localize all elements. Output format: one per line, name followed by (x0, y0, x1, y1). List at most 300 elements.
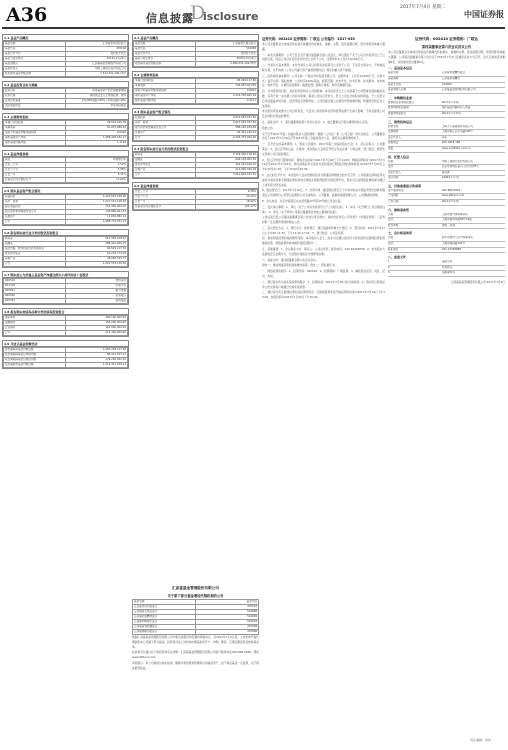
fund-table-title: 1.3 主要财务指标 (3, 114, 128, 120)
table-cell-label: 报告期期间基金总赎回份额 (4, 358, 66, 363)
table-cell-label: 基金合同生效日 (134, 57, 196, 62)
paragraph: 三、通过深交所互联网投票系统投票的程序：互联网投票系统开始投票的时间为2017年7月19日下午15:00，结束时间为2017年7月20日下午15:00。 (262, 290, 385, 300)
table-cell-value: 3,612,054,337.81 (196, 121, 258, 126)
table-cell-label: 601318 (4, 284, 66, 289)
article-heading: 证券代码：002410 证券简称：广联达 公告编号：2017-035 (262, 37, 355, 41)
announcement-table (132, 599, 259, 635)
table-cell-value: 11.64% (66, 178, 128, 183)
key-label: 注册地址 (388, 130, 399, 134)
fund-table-title: 2.5 基金净值表现 (133, 183, 258, 189)
table-cell-label: 过去一年 (4, 173, 66, 178)
table-cell-value: 格力电器 (66, 289, 128, 294)
key-label: 1 (388, 260, 390, 264)
column-2 (132, 34, 259, 579)
table-cell-label: 基金运作方式 (4, 52, 66, 57)
paragraph: 一、网络投票的程序：1、投票代码：362410；2、投票简称：广联投票；3、填报表决意见：同意、反对、弃权。 (262, 269, 385, 279)
table-cell-value: 汇添富优选回报混合 (66, 42, 128, 47)
value-text: 021-23238888 (441, 247, 461, 251)
table-cell-label: 报告期期间基金总申购份额 (4, 353, 66, 358)
key-value-row (388, 200, 505, 206)
fund-table (3, 315, 128, 336)
table-cell-value: 中等风险收益 (66, 104, 128, 109)
paragraph: 附件一：参加网络投票的具体操作流程；附件二：授权委托书。 (262, 263, 338, 268)
table-cell-label: 报告期末基金份额总额 (4, 72, 66, 77)
key-label: 2 (388, 265, 390, 269)
announcement-text (132, 635, 259, 671)
fund-table (133, 78, 258, 104)
group-heading: 六、律师事务所 (388, 207, 410, 212)
group-heading: 八、备查文件 (388, 255, 407, 260)
table-cell-value: 0.0402 (66, 131, 128, 136)
value-text: 易会满 (441, 170, 450, 174)
table-cell-value: 200,100,000.00 (66, 316, 128, 321)
fund-table (133, 152, 258, 178)
table-cell-value: 1,021,553,128.40 (66, 195, 128, 200)
key-label: 基金名称 (388, 71, 399, 75)
paragraph: 本次投资资金来源为公司自有资金，不会对公司的财务状况和经营成果产生重大影响，不存在损害公司及全体股东利益的情形。 (262, 109, 385, 119)
fund-table-title: 1.7 期末按公允价值占基金资产净值比例大小排序的前十名股票 (3, 272, 128, 278)
fund-table-title: 2.3 期末基金资产组合情况 (133, 109, 258, 115)
page-header (0, 0, 508, 26)
table-cell-value: 3,612,054,337.81 (196, 116, 258, 121)
group-heading: 五、其他需要提示的事项 (388, 183, 422, 188)
key-label: 网址 (388, 146, 394, 150)
table-cell-label: 房地产业 (134, 168, 196, 173)
table-cell-value: 国内依法发行上市的股票、债券 (66, 94, 128, 99)
fund-table-title: 2.1 基金产品概况 (133, 35, 258, 41)
fund-table (3, 278, 128, 304)
table-cell-value: 519068 (196, 610, 259, 615)
table-cell-value: 214,505,330.18 (196, 168, 258, 173)
table-cell-label: 基金名称 (133, 600, 196, 605)
key-label: 暂停相关业务的起始日 (388, 100, 414, 104)
key-label: 名称 (388, 212, 394, 216)
paragraph: 4、会议召开的日期和时间：现场会议时间为2017年7月20日下午14:30；网络投票时间为2017年7月19日至2017年7月20日。通过深圳证券交易所交易系统进行网络投票的具体时间为2017年7月20日上午9:30至11:30，下午13:00至15:00。 (262, 157, 385, 172)
table-cell-value: 中国工商银行股份有限公司 (66, 67, 128, 72)
paragraph: 二、会议审议事项：1、审议《关于公司对外投资设立子公司的议案》；2、审议《关于修订公司章程的议案》；3、审议《关于选举公司第四届董事会非独立董事的议案》。 (262, 204, 385, 214)
table-cell-label: 金融业 (134, 158, 196, 163)
value-text: 上海市湖滨路202号 (441, 242, 465, 246)
table-cell-value: 基金代码 (196, 600, 259, 605)
table-cell-value: 188,412,006.15 (66, 242, 128, 247)
table-cell-value: 1,512,341,258.11 (66, 363, 128, 368)
paragraph: 投资者可以通过以下途径咨询有关详情：汇添富基金管理股份有限公司客户服务电话400-888-9918，网址www.99fund.com。 (132, 650, 259, 660)
key-label: 机构名称 (388, 124, 399, 128)
value-text: 普华永道中天会计师事务所 (441, 236, 473, 240)
table-cell-value: 0.0621 (196, 89, 258, 94)
group-heading: 四、托管人信息 (388, 154, 410, 159)
table-cell-value: 沪深300指数×60%＋中债指数×40% (66, 99, 128, 104)
table-cell-value: 4,218,330,665.29 (196, 94, 258, 99)
fund-table-title: 2.4 报告期末按行业分类的股票投资组合 (133, 146, 258, 152)
table-cell-value: 519068 (196, 47, 258, 52)
table-cell-label: 本期已实现收益 (134, 79, 196, 84)
group-heading: 三、销售机构信息 (388, 119, 413, 124)
table-cell-value: 142,886,021.54 (66, 210, 128, 215)
table-cell-value: 9.41% (66, 173, 128, 178)
value-text: 400-1818-188 (441, 141, 461, 145)
table-cell-label: 过去六个月 (4, 168, 66, 173)
fund-table-block (2, 187, 129, 226)
paragraph: 三、会议登记方法：1、登记方式：现场登记、通过信函或传真方式登记；2、登记时间：2017年7月17日上午9:00-11:30，下午13:30-17:00；3、登记地点：公司证券部。 (262, 225, 385, 235)
table-cell-value: 470098 (196, 630, 259, 635)
fund-table-block (2, 229, 129, 268)
key-label: 客户服务电话 (388, 188, 404, 192)
table-cell-value: 1,021,553,128.40 (66, 262, 128, 267)
table-cell-label: 固定收益投资 (4, 205, 66, 210)
table-cell-label: 阶段 (4, 158, 66, 163)
fund-table-block (132, 108, 259, 142)
paragraph: 根据汇添富基金管理股份有限公司与相关销售机构签署的销售协议，自2017年7月4日起，上述机构开始代理销售本公司旗下部分基金。投资者可在上述机构办理基金的开户、申购、赎回、定期定额投资及转换等业务。 (132, 635, 259, 649)
table-cell-label: 基金合同生效日 (4, 57, 66, 62)
paragraph: 三、投资标的基本情况：公司名称：广联达科技发展有限公司；注册资本：人民币10,000万元；出资方式：货币出资；股权结构：公司持有100%股权；经营范围：技术开发、技术咨询、技术服务、技术转让；软件开发；计算机系统服务；数据处理；销售计算机、软件及辅助设备。 (262, 73, 385, 88)
table-cell-value: 2,104,330,118.42 (196, 153, 258, 158)
notice-intro: 本公司及董事会全体成员保证信息披露内容的真实、准确和完整，没有虚假记载、误导性陈述或重大遗漏。公司第四届董事会第六次会议于2017年7月3日以通讯表决方式召开，会议应参加表决董事9名，实际参加表决董事9名。 (388, 50, 505, 64)
paragraph: 本公司及董事会全体成员保证信息披露的内容真实、准确、完整，没有虚假记载、误导性陈述或重大遗漏。 (262, 42, 385, 51)
key-label: 公司网址 (388, 194, 399, 198)
table-row (4, 220, 128, 225)
table-cell-value: 38,552,410.36 (66, 121, 128, 126)
notice-closing: 汇添富基金管理股份有限公司 2017年7月4日 (450, 280, 505, 285)
key-value-row (388, 224, 505, 230)
fund-table (3, 88, 128, 109)
fund-table-block (132, 34, 259, 68)
table-cell-value: 512,300,000.00 (66, 205, 128, 210)
key-label: 联系电话 (388, 247, 399, 251)
value-text: 北京市西城区复兴门内大街55号 (441, 165, 479, 169)
fund-table-title: 2.2 主要财务指标 (133, 72, 258, 78)
value-text: 上海市徐汇区龙田路190号 (441, 130, 473, 134)
table-cell-value: 150,200,000.00 (66, 321, 128, 326)
paragraph: 关于召开2017年第二次临时股东大会的通知：根据《公司法》和《公司章程》的有关规定，公司董事会决定于2017年7月20日召开2017年第二次临时股东大会，现将有关事项通知如下。 (262, 131, 385, 141)
table-cell-label: 企业债券 (4, 326, 66, 331)
table-cell-value: 26,301,225.43 (196, 131, 258, 136)
table-cell-label: 报告期期末基金份额总额 (4, 363, 66, 368)
table-cell-label: 基金管理人 (4, 62, 66, 67)
table-cell-value: 1.1164 (66, 141, 128, 146)
key-label: 基金主代码 (388, 82, 401, 86)
table-cell-label: 期末基金资产净值 (134, 94, 196, 99)
table-cell-value: 汇添富成长焦点混合 (196, 42, 258, 47)
table-cell-label: 批发和零售业 (4, 252, 66, 257)
table-cell-label: 期末基金份额净值 (4, 141, 66, 146)
paragraph: 四、参加网络投票的具体操作流程：本次股东大会上，股东可以通过深交所交易系统和互联网投票系统参加投票，网络投票的具体操作流程见附件一。 (262, 236, 385, 246)
value-text: 汇添富价值精选混合 (441, 71, 466, 75)
key-label: 恢复申购起始日 (388, 111, 407, 115)
paragraph: 6、股权登记日：2017年7月14日。7、出席对象：截至股权登记日下午收市时在中国证券登记结算有限责任公司深圳分公司登记在册的公司全体股东；公司董事、监事和高级管理人员；公司聘请的律师。 (262, 188, 385, 198)
value-text: 519069 (441, 82, 452, 86)
table-cell-value: 净值增长率 (66, 158, 128, 163)
announcement-title: 汇添富基金管理股份有限公司 (172, 586, 219, 590)
table-cell-label: 600036 (4, 294, 66, 299)
page-number: A36 (6, 4, 48, 26)
table-cell-value: 5.86% (66, 168, 128, 173)
fund-table-block (132, 145, 259, 179)
table-cell-label: 汇添富均衡增长混合 (133, 620, 196, 625)
table-cell-value: 88,412,503.21 (66, 353, 128, 358)
table-cell-label: 汇添富优选回报混合 (133, 605, 196, 610)
table-cell-label: 报告期末基金份额总额 (134, 62, 196, 67)
value-text: 汇添富基金管理股份有限公司 (441, 88, 476, 92)
table-cell-label: 金融债券 (4, 321, 66, 326)
table-cell-label: 基金代码 (134, 47, 196, 52)
fund-table-title: 1.5 期末基金资产组合情况 (3, 188, 128, 194)
fund-table (3, 347, 128, 368)
key-label: 暂停申购原因说明 (388, 106, 409, 110)
table-cell-label: 加权平均基金份额本期利润 (134, 89, 196, 94)
fund-table-title: 1.2 基金投资目标与策略 (3, 82, 128, 88)
value-text: 中国工商银行股份有限公司 (441, 159, 473, 163)
table-row (4, 299, 128, 304)
table-cell-value: 519018 (196, 620, 259, 625)
table-cell-value: 642,118,900.36 (196, 158, 258, 163)
key-label: 3 (388, 271, 390, 275)
table-cell-value: 美的集团 (66, 299, 128, 304)
table-cell-label: 投资范围 (4, 94, 66, 99)
table-cell-label: 合计 (4, 262, 66, 267)
paragraph: 二、通过深交所交易系统投票的程序：1、投票时间：2017年7月20日的交易时间；2、股东可以登录证券公司交易客户端通过交易系统投票。 (262, 279, 385, 289)
table-cell-label: 其中：股票 (4, 200, 66, 205)
key-label: 基金简称 (388, 76, 399, 80)
value-text: 汇添富价值精选 (441, 76, 460, 80)
key-label: 住所 (388, 165, 394, 169)
table-cell-value: 1,688,409,332.17 (66, 136, 128, 141)
table-cell-value: 契约型开放式 (196, 52, 258, 57)
key-label: 客服电话 (388, 141, 399, 145)
table-cell-label: 银行存款和结算备付金合计 (134, 126, 196, 131)
table-cell-label: 000333 (4, 299, 66, 304)
value-text: 2017年7月4日 (441, 100, 460, 104)
fund-table-block (2, 308, 129, 337)
paragraph: 一、召开会议的基本情况：1、股东大会届次：2017年第二次临时股东大会；2、会议召集人：公司董事会；3、会议召开的合法、合规性：本次股东大会的召开符合有关法律、行政法规、部门规章、规范性文件和公司章程的规定。 (262, 142, 385, 156)
column-4 (388, 34, 505, 740)
table-row (134, 173, 258, 178)
fund-table (133, 41, 258, 67)
table-row (134, 205, 258, 210)
table-cell-label: 业绩比较基准 (4, 99, 66, 104)
announcement-box (132, 583, 259, 740)
table-cell-label: 报告期期初基金份额总额 (4, 348, 66, 353)
table-cell-value: 中国平安 (66, 284, 128, 289)
paragraph: 五、其他事项：1、会议联系方式：联系人：公司证券部；联系电话：010-56403059；2、本次股东大会现场会议会期半天，与会股东食宿及交通费用自理。 (262, 247, 385, 256)
table-cell-value: 96,520,117.30 (66, 247, 128, 252)
table-cell-value: 61,207,988.45 (66, 126, 128, 131)
fund-table-block (2, 340, 129, 369)
table-cell-value: 6.58% (196, 190, 258, 195)
key-label: 公告日期 (388, 200, 399, 204)
table-cell-label: 自基金合同生效起至今 (134, 205, 196, 210)
value-text: 保护基金份额持有人利益 (441, 106, 471, 110)
group-heading: 七、会计师事务所 (388, 231, 413, 236)
table-cell-label: 汇添富价值精选混合 (133, 615, 196, 620)
table-cell-label: 权益投资 (4, 195, 66, 200)
section-title-en: isclosure (203, 10, 259, 23)
table-cell-value: 519069 (196, 615, 259, 620)
table-cell-label: 投资目标 (4, 89, 66, 94)
key-label: 法定代表人 (388, 170, 401, 174)
key-label: 经办律师 (388, 223, 399, 227)
table-cell-label: 过去一年 (134, 200, 196, 205)
key-value-row (388, 271, 505, 277)
fund-table (3, 194, 128, 225)
paragraph: 四、对外投资的目的、存在的风险和对公司的影响：本次投资设立子公司是基于公司整体发展战略的需要，有利于进一步拓展公司业务领域，提高公司综合竞争力，符合公司及全体股东的利益。子公司设立后可能面临市场风险、经营风险及管理风险，公司将通过建立完善的内部控制机制，积极防范和应对上述风险。 (262, 89, 385, 108)
fund-table-title: 1.1 基金产品概况 (3, 35, 128, 41)
table-cell-label: 自基金合同生效起至今 (4, 178, 66, 183)
table-cell-value: 2,086,551,204.37份 (196, 62, 258, 67)
table-cell-value: 汇添富基金管理股份有限公司 (66, 62, 128, 67)
table-cell-value: 1,021,553,128.40 (66, 200, 128, 205)
key-label: 住所 (388, 218, 394, 222)
paragraph: 8、会议地点：北京市海淀区东北旺西路10号院13号楼公司会议室。 (262, 198, 344, 203)
table-cell-label: 本期利润 (4, 126, 66, 131)
table-cell-value: 10.22% (196, 195, 258, 200)
notice-title: 证券代码：002410 证券简称：广联达 (415, 37, 478, 41)
table-cell-label: 汇添富成长焦点混合 (133, 610, 196, 615)
paragraph: 风险提示：本公司承诺以诚实信用、勤勉尽责的原则管理和运用基金资产，但不保证基金一定盈利，也不保证最低收益。 (132, 660, 259, 670)
key-label: 住所 (388, 242, 394, 246)
fund-table-title: 1.4 基金净值表现 (3, 151, 128, 157)
table-cell-label: 合计 (4, 331, 66, 336)
value-text: www.99fund.com (441, 194, 465, 198)
table-row (4, 104, 128, 109)
fund-table-block (2, 113, 129, 147)
fund-table-block (132, 182, 259, 211)
table-cell-value: 588,120,430.66 (196, 126, 258, 131)
table-cell-label: 期末基金资产净值 (4, 136, 66, 141)
column-1 (2, 34, 129, 740)
table-cell-label: 基金运作方式 (134, 52, 196, 57)
table-cell-label: 制造业 (4, 237, 66, 242)
table-cell-value: 3,612,054,337.81 (196, 173, 258, 178)
fund-table (133, 189, 258, 210)
value-text: www.1234567.com.cn (441, 146, 471, 150)
table-cell-value: 162,000,000.00 (66, 326, 128, 331)
fund-table (3, 157, 128, 183)
paragraph: 一、本次交易概述：公司于近日召开第四届董事会第六次会议，审议通过了关于公司对外投资设立子公司的议案，同意公司以自有资金出资设立全资子公司，注册资本为人民币10,000万元。 (262, 52, 385, 62)
table-cell-value: 12,036,882.19 (66, 215, 128, 220)
table-row (134, 136, 258, 141)
article-body (262, 42, 385, 300)
paragraph: 5、会议的召开方式：本次股东大会采用现场表决与网络投票相结合的方式召开。公司将通过深圳证券交易所交易系统和互联网投票系统向全体股东提供网络形式的投票平台，股东可以在网络投票时间内通过上述系统行使表决权。 (262, 172, 385, 187)
table-cell-value: 470008 (196, 625, 259, 630)
table-cell-label: 合计 (4, 220, 66, 225)
section-title-cn: 信息披露 (146, 12, 194, 25)
fund-table-block (132, 71, 259, 105)
fund-table-block (2, 150, 129, 184)
table-cell-label: 合计 (134, 173, 196, 178)
newspaper-brand: 中国证券报 (464, 9, 504, 19)
value-text: 1984年1月1日 (441, 176, 460, 180)
table-cell-label: 风险收益特征 (4, 104, 66, 109)
fund-table-block (2, 34, 129, 78)
table-cell-value: 95,204,117.82 (196, 79, 258, 84)
table-cell-label: 银行存款和结算备付金合计 (4, 210, 66, 215)
table-cell-label: 其他资产 (4, 215, 66, 220)
table-cell-label: 过去六个月 (134, 195, 196, 200)
table-row (4, 72, 128, 77)
value-text: 上海天天基金销售有限公司 (441, 124, 473, 128)
table-cell-label: 本期已实现收益 (4, 121, 66, 126)
key-label: 法定代表人 (388, 135, 401, 139)
table-cell-label: 制造业 (134, 153, 196, 158)
fund-table-title: 1.9 开放式基金份额变动 (3, 341, 128, 347)
value-text: 上海市通力律师事务所 (441, 212, 468, 216)
table-cell-value: 512,300,000.00 (66, 331, 128, 336)
key-label: 名称 (388, 159, 394, 163)
paragraph: 特此公告。 (262, 125, 276, 130)
table-cell-value: 2.0217 (196, 99, 258, 104)
table-cell-label: 汇添富蓝筹稳健混合 (133, 625, 196, 630)
paragraph: 六、备查文件：第四届董事会第六次会议决议。 (262, 257, 319, 262)
table-cell-label: 其他资产 (134, 131, 196, 136)
column-3 (262, 34, 385, 740)
table-cell-label: 000651 (4, 289, 66, 294)
table-cell-value: 4,226,475,993.90 (196, 136, 258, 141)
table-cell-label: 金融业 (4, 242, 66, 247)
table-cell-value: 3.52% (66, 163, 128, 168)
table-cell-value: 1,603,228,117.40 (66, 348, 128, 353)
group-heading: 一、基金基本信息 (388, 66, 413, 71)
key-label: 名称 (388, 236, 394, 240)
value-text: 基金合同 (441, 260, 453, 264)
page-footer: 责任编辑：何伟 (470, 738, 492, 742)
table-cell-label: 汇添富策略回报混合 (133, 630, 196, 635)
table-cell-value: 2014年2月25日 (66, 57, 128, 62)
table-cell-label: 600519 (4, 279, 66, 284)
table-cell-value: 102.17% (196, 205, 258, 210)
header-rule (2, 27, 505, 29)
fund-table-title: 1.8 报告期末按债券品种分类的债券投资组合 (3, 309, 128, 315)
table-row (4, 178, 128, 183)
paragraph: 上述议案已经公司第四届董事会第六次会议审议通过，具体内容详见公司刊登于《中国证券报》、《证券时报》及巨潮资讯网的相关公告。 (262, 215, 385, 225)
table-cell-value: 贵州茅台 (66, 279, 128, 284)
table-cell-label: 本期利润 (134, 84, 196, 89)
table-cell-value: 契约型开放式 (66, 52, 128, 57)
table-row (134, 62, 258, 67)
table-cell-label: 基金名称 (4, 42, 66, 47)
key-label: 基金管理人名称 (388, 88, 407, 92)
table-cell-value: 追求基金资产的长期稳健增值 (66, 89, 128, 94)
fund-table-title: 1.6 报告期末按行业分类的股票投资组合 (3, 230, 128, 236)
value-text: 托管协议 (441, 265, 453, 269)
value-text: 400-888-9918 (441, 188, 461, 192)
value-text: 其实 (441, 135, 447, 139)
table-cell-label: 基金名称 (134, 42, 196, 47)
table-cell-value: 612,330,418.22 (66, 237, 128, 242)
table-cell-label: 权益投资 (134, 116, 196, 121)
table-cell-label: 国家债券 (4, 316, 66, 321)
table-cell-value: 54,218,773.02 (66, 252, 128, 257)
table-cell-value: 470018 (66, 47, 128, 52)
table-cell-label: 期末基金份额净值 (134, 99, 196, 104)
key-label: 成立时间 (388, 176, 399, 180)
table-cell-label: 合计 (134, 136, 196, 141)
key-value-row (388, 176, 505, 182)
table-cell-label: 过去三个月 (134, 190, 196, 195)
section-title-letter: D (190, 2, 206, 24)
table-cell-label: 基金托管人 (4, 67, 66, 72)
table-row (4, 331, 128, 336)
table-row (133, 630, 259, 635)
table-row (134, 99, 258, 104)
table-cell-value: 18.04% (196, 200, 258, 205)
value-text: 上海市银城中路68号19楼 (441, 218, 472, 222)
table-cell-label: 信息传输、软件和信息技术服务业 (4, 247, 66, 252)
group-heading: 二、申购赎回业务 (388, 95, 413, 100)
table-cell-value: 2007年3月12日 (196, 57, 258, 62)
key-value-row (388, 88, 505, 94)
table-cell-label: 房地产业 (4, 257, 66, 262)
